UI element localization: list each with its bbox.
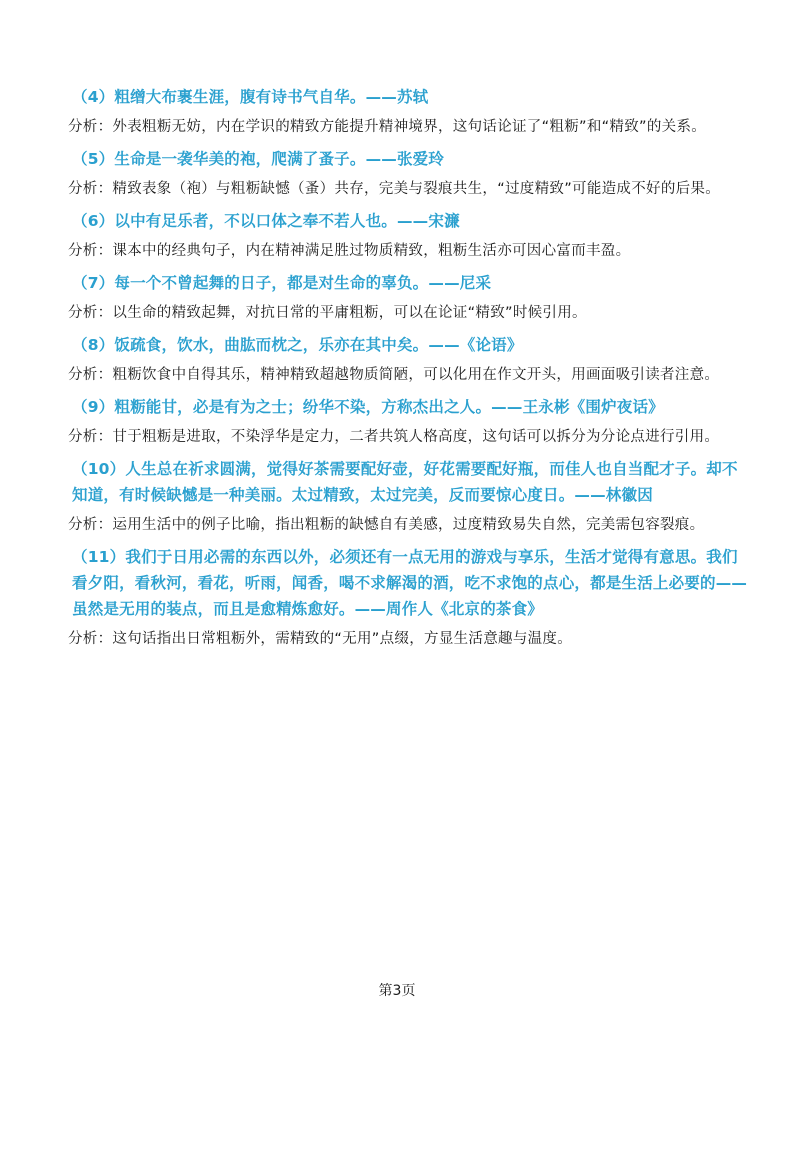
analysis-text: 分析：粗粝饮食中自得其乐，精神精致超越物质简陋，可以化用在作文开头，用画面吸引读者注意。 bbox=[68, 367, 720, 383]
quote-text: （10）人生总在祈求圆满，觉得好茶需要配好壶，好花需要配好瓶，而佳人也自当配才子。却不知道，有时候缺憾是一种美丽。太过精致，太过完美，反而要惊心度日。——林徽因 bbox=[72, 460, 738, 504]
quote-entry-7 bbox=[68, 270, 748, 326]
quote-text: （8）饭疏食，饮水，曲肱而枕之，乐亦在其中矣。——《论语》 bbox=[72, 336, 523, 354]
quote-text: （7）每一个不曾起舞的日子，都是对生命的辜负。——尼采 bbox=[72, 274, 492, 292]
quote-entry-5 bbox=[68, 146, 748, 202]
quote-entry-8 bbox=[68, 332, 748, 388]
analysis-text: 分析：外表粗粝无妨，内在学识的精致方能提升精神境界，这句话论证了“粗粝”和“精致”的关系。 bbox=[68, 119, 707, 135]
quote-entry-10 bbox=[68, 456, 748, 538]
quote-entry-6 bbox=[68, 208, 748, 264]
quote-entry-11 bbox=[68, 544, 748, 652]
analysis-text: 分析：运用生活中的例子比喻，指出粗粝的缺憾自有美感，过度精致易失自然，完美需包容裂痕。 bbox=[68, 517, 705, 533]
quote-list bbox=[68, 84, 748, 658]
quote-entry-9 bbox=[68, 394, 748, 450]
page-number: 第3页 bbox=[378, 983, 416, 999]
analysis-text: 分析：甘于粗粝是进取，不染浮华是定力，二者共筑人格高度，这句话可以拆分为分论点进行引用。 bbox=[68, 429, 720, 445]
quote-text: （9）粗粝能甘，必是有为之士；纷华不染，方称杰出之人。——王永彬《围炉夜话》 bbox=[72, 398, 664, 416]
analysis-text: 分析：这句话指出日常粗粝外，需精致的“无用”点缀，方显生活意趣与温度。 bbox=[68, 631, 573, 647]
quote-text: （11）我们于日用必需的东西以外，必须还有一点无用的游戏与享乐，生活才觉得有意思。我们看夕阳，看秋河，看花，听雨，闻香，喝不求解渴的酒，吃不求饱的点心，都是生活上必要的——虽然是无用的装点，而且是愈精炼愈好。——周作人《北京的茶食》 bbox=[72, 548, 748, 618]
quote-entry-4 bbox=[68, 84, 748, 140]
quote-text: （4）粗缯大布裹生涯，腹有诗书气自华。——苏轼 bbox=[72, 88, 429, 106]
analysis-text: 分析：以生命的精致起舞，对抗日常的平庸粗粝，可以在论证“精致”时候引用。 bbox=[68, 305, 587, 321]
analysis-text: 分析：课本中的经典句子，内在精神满足胜过物质精致，粗粝生活亦可因心富而丰盈。 bbox=[68, 243, 631, 259]
quote-text: （5）生命是一袭华美的袍，爬满了蚤子。——张爱玲 bbox=[72, 150, 445, 168]
quote-text: （6）以中有足乐者，不以口体之奉不若人也。——宋濂 bbox=[72, 212, 460, 230]
analysis-text: 分析：精致表象（袍）与粗粝缺憾（蚤）共存，完美与裂痕共生，“过度精致”可能造成不好的后果。 bbox=[68, 181, 721, 197]
